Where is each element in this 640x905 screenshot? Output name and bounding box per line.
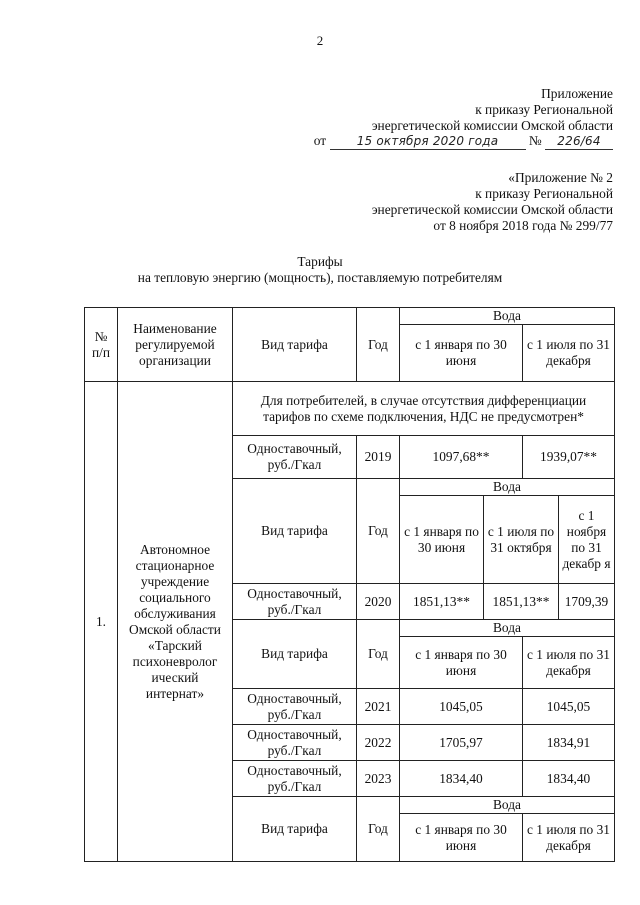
header-number: № п/п xyxy=(85,308,118,382)
year-2022: 2022 xyxy=(357,725,400,761)
value-2021-h1: 1045,05 xyxy=(400,689,523,725)
header-tariff-type: Вид тарифа xyxy=(233,308,357,382)
tariff-type-2023: Одноставочный, руб./Гкал xyxy=(233,761,357,797)
value-2020-1: 1851,13** xyxy=(400,584,484,620)
annex-line3: энергетической комиссии Омской области xyxy=(371,118,613,133)
sub-header-period-nov-dec: с 1 ноября по 31 декабр я xyxy=(559,496,615,584)
value-2023-h1: 1834,40 xyxy=(400,761,523,797)
value-2022-h2: 1834,91 xyxy=(523,725,615,761)
sub-header-year: Год xyxy=(357,479,400,584)
value-2021-h2: 1045,05 xyxy=(523,689,615,725)
tariff-type-2020: Одноставочный, руб./Гкал xyxy=(233,584,357,620)
year-2019: 2019 xyxy=(357,436,400,479)
sub-header-period-jan-jun-2: с 1 января по 30 июня xyxy=(400,637,523,689)
header-organization: Наименование регулируемой организации xyxy=(118,308,233,382)
trailing-header-year: Год xyxy=(357,797,400,862)
value-2020-2: 1851,13** xyxy=(484,584,559,620)
annex2-line4: от 8 ноября 2018 года № 299/77 xyxy=(433,218,613,233)
annex-from-prefix: от xyxy=(313,133,327,148)
value-2022-h1: 1705,97 xyxy=(400,725,523,761)
annex2-line1: «Приложение № 2 xyxy=(508,170,613,185)
header-water: Вода xyxy=(400,308,615,325)
sub-header-water: Вода xyxy=(400,479,615,496)
tariff-type-2019: Одноставочный, руб./Гкал xyxy=(233,436,357,479)
doc-title: Тарифы xyxy=(297,254,343,269)
doc-subtitle: на тепловую энергию (мощность), поставляемую потребителям xyxy=(137,270,503,285)
row-number: 1. xyxy=(85,382,118,862)
value-2020-3: 1709,39 xyxy=(559,584,615,620)
header-period-jul-dec: с 1 июля по 31 декабря xyxy=(523,325,615,382)
annex2-line3: энергетической комиссии Омской области xyxy=(371,202,613,217)
header-year: Год xyxy=(357,308,400,382)
trailing-period-jul-dec: с 1 июля по 31 декабря xyxy=(523,814,615,862)
trailing-header-water: Вода xyxy=(400,797,615,814)
organization-name: Автономное стационарное учреждение социального обслуживания Омской области «Тарский психоневролог ический интернат» xyxy=(118,382,233,862)
annex-line2: к приказу Региональной xyxy=(475,102,613,117)
sub-header-year-2: Год xyxy=(357,620,400,689)
year-2020: 2020 xyxy=(357,584,400,620)
header-period-jan-jun: с 1 января по 30 июня xyxy=(400,325,523,382)
tariff-type-2021: Одноставочный, руб./Гкал xyxy=(233,689,357,725)
annex-number-prefix: № xyxy=(528,133,542,148)
value-2019-h1: 1097,68** xyxy=(400,436,523,479)
handwritten-date: 15 октября 2020 года xyxy=(330,133,526,150)
value-2023-h2: 1834,40 xyxy=(523,761,615,797)
annex-date-line xyxy=(314,133,613,150)
handwritten-number: 226/64 xyxy=(545,133,613,150)
trailing-period-jan-jun: с 1 января по 30 июня xyxy=(400,814,523,862)
sub-header-period-jul-dec-2: с 1 июля по 31 декабря xyxy=(523,637,615,689)
sub-header-tariff-type: Вид тарифа xyxy=(233,479,357,584)
trailing-header-tariff-type: Вид тарифа xyxy=(233,797,357,862)
tariff-table xyxy=(84,307,615,862)
sub-header-period-jul-oct: с 1 июля по 31 октября xyxy=(484,496,559,584)
tariff-type-2022: Одноставочный, руб./Гкал xyxy=(233,725,357,761)
year-2023: 2023 xyxy=(357,761,400,797)
annex-line1: Приложение xyxy=(541,86,613,101)
year-2021: 2021 xyxy=(357,689,400,725)
page-number: 2 xyxy=(316,33,324,48)
sub-header-water-2: Вода xyxy=(400,620,615,637)
note: Для потребителей, в случае отсутствия дифференциации тарифов по схеме подключения, НДС не предусмотрен* xyxy=(233,382,615,436)
value-2019-h2: 1939,07** xyxy=(523,436,615,479)
annex2-line2: к приказу Региональной xyxy=(475,186,613,201)
sub-header-tariff-type-2: Вид тарифа xyxy=(233,620,357,689)
sub-header-period-jan-jun: с 1 января по 30 июня xyxy=(400,496,484,584)
